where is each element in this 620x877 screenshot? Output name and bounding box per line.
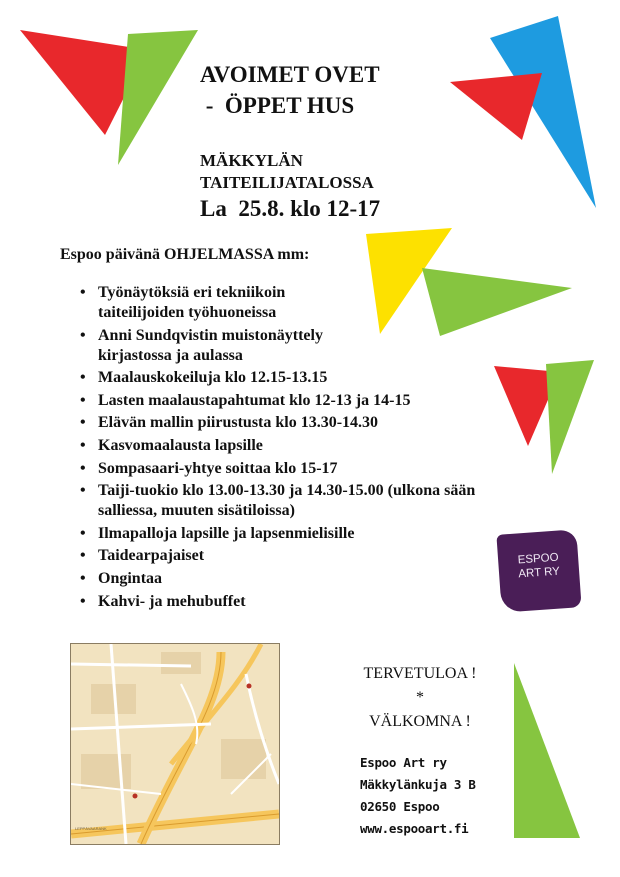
welcome-swedish: VÄLKOMNA ! bbox=[369, 713, 471, 730]
list-item: • Kahvi- ja mehubuffet bbox=[80, 592, 505, 612]
welcome-text bbox=[350, 662, 490, 734]
list-item: • Ilmapalloja lapsille ja lapsenmielisille bbox=[80, 524, 505, 544]
list-item: • Sompasaari-yhtye soittaa klo 15-17 bbox=[80, 459, 505, 479]
triangle-green-bottom-right bbox=[514, 663, 580, 838]
espoo-art-logo bbox=[496, 529, 581, 612]
list-item: • Taidearpajaiset bbox=[80, 546, 505, 566]
venue-line-1: MÄKKYLÄN bbox=[200, 151, 303, 170]
list-item: • Työnäytöksiä eri tekniikoin taiteilijoiden työhuoneissa bbox=[80, 283, 358, 323]
welcome-separator: * bbox=[416, 689, 424, 706]
title-line-2: - ÖPPET HUS bbox=[200, 93, 355, 118]
list-item: • Taiji-tuokio klo 13.00-13.30 ja 14.30-15.00 (ulkona sään salliessa, muuten sisätiloissa) bbox=[80, 481, 505, 521]
welcome-finnish: TERVETULOA ! bbox=[363, 665, 477, 682]
triangle-green-right bbox=[546, 360, 594, 474]
title-line-1: AVOIMET OVET bbox=[200, 62, 380, 87]
list-item: • Anni Sundqvistin muistonäyttely kirjastossa ja aulassa bbox=[80, 326, 388, 366]
address-street: Mäkkylänkuja 3 B bbox=[360, 777, 476, 792]
list-item: • Lasten maalaustapahtumat klo 12-13 ja 14-15 bbox=[80, 391, 505, 411]
address-name: Espoo Art ry bbox=[360, 755, 447, 770]
list-item: • Elävän mallin piirustusta klo 13.30-14.30 bbox=[80, 413, 505, 433]
address-city: 02650 Espoo bbox=[360, 799, 440, 814]
triangle-red-top-right bbox=[450, 73, 542, 140]
logo-line-1: ESPOO bbox=[517, 551, 559, 567]
list-item: • Ongintaa bbox=[80, 569, 505, 589]
venue-line-2: TAITEILIJATALOSSA bbox=[200, 173, 374, 192]
location-map bbox=[70, 643, 280, 845]
triangle-green-top-left bbox=[118, 30, 198, 165]
logo-line-2: ART RY bbox=[517, 565, 561, 581]
program-intro: Espoo päivänä OHJELMASSA mm: bbox=[60, 246, 310, 263]
program-list bbox=[80, 283, 505, 614]
website-link[interactable]: www.espooart.fi bbox=[360, 821, 469, 836]
map-street-label: LEPPÄVAARANK bbox=[75, 826, 107, 831]
list-item: • Kasvomaalausta lapsille bbox=[80, 436, 505, 456]
list-item: • Maalauskokeiluja klo 12.15-13.15 bbox=[80, 368, 505, 388]
event-date: La 25.8. klo 12-17 bbox=[200, 196, 381, 221]
contact-address bbox=[360, 752, 476, 840]
